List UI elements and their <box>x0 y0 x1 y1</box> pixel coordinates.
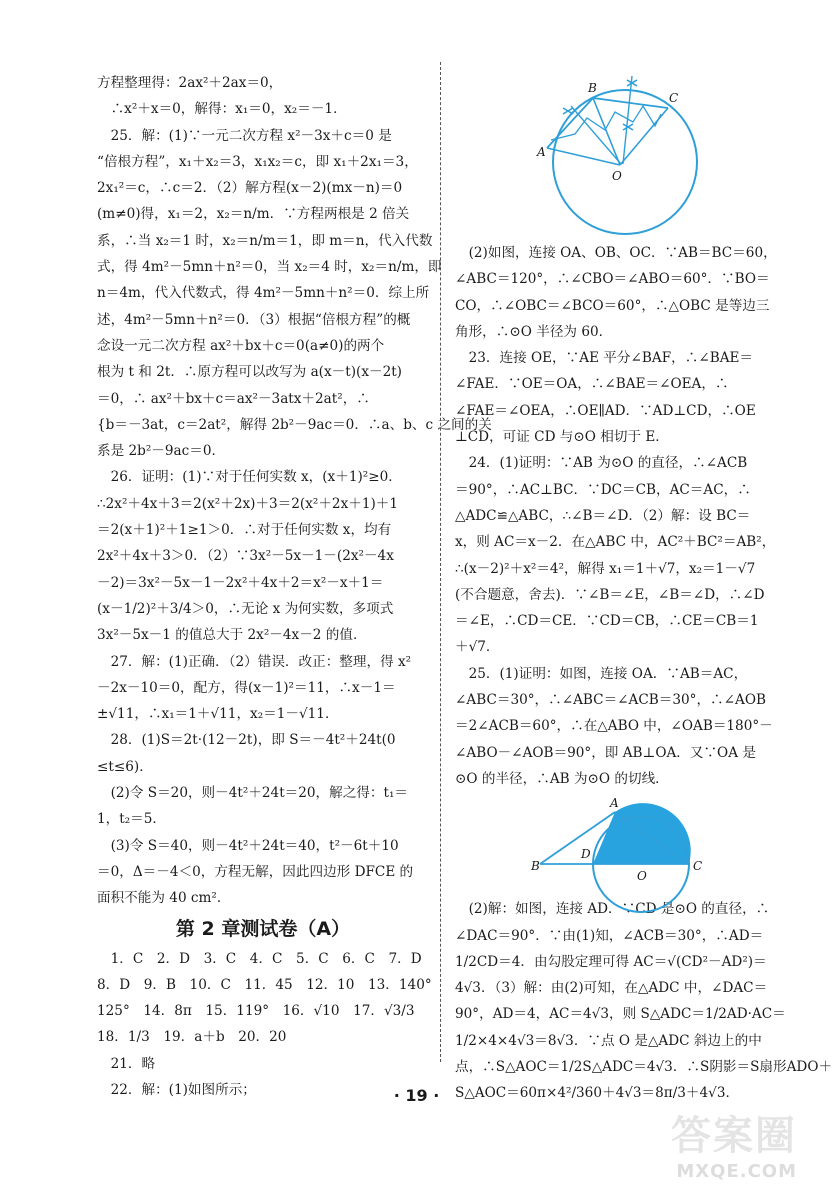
text-line: ∠DAC＝90°．∵由(1)知，∠ACB＝30°，∴AD＝ <box>455 927 764 944</box>
chapter-title: 第 2 章测试卷（A） <box>175 917 351 940</box>
text-line: △ADC≌△ABC，∴∠B＝∠D．（2）解：设 BC＝ <box>455 507 751 524</box>
text-line: “倍根方程”，x₁＋x₂＝3，x₁x₂＝c，即 x₁＋2x₁＝3， <box>97 153 418 170</box>
text-line: ∠ABO－∠AOB＝90°，即 AB⊥OA．又∵OA 是 <box>455 744 756 761</box>
text-line: (x－1/2)²＋3/4＞0，∴无论 x 为何实数，多项式 <box>97 600 394 617</box>
circle-o <box>553 90 697 234</box>
text-line: 25．解：(1)∵一元二次方程 x²－3x＋c＝0 是 <box>97 127 392 144</box>
answer-line: 21．略 <box>97 1055 156 1072</box>
text-line: 式，得 4m²－5mn＋n²＝0，当 x₂＝4 时，x₂＝n/m，即 <box>97 259 442 276</box>
text-line: x，则 AC＝x－2．在△ABC 中，AC²＋BC²＝AB²， <box>455 534 776 551</box>
text-line: CO，∴∠OBC＝∠BCO＝60°，∴△OBC 是等边三 <box>455 297 770 314</box>
text-line: 24．(1)证明：∵AB 为⊙O 的直径，∴∠ACB <box>455 455 748 472</box>
label-a: A <box>537 145 546 159</box>
text-line: 1/2CD＝4．由勾股定理可得 AC＝√(CD²－AD²)＝ <box>455 953 767 970</box>
text-line: (2)令 S＝20，则－4t²＋24t＝20，解之得：t₁＝ <box>97 785 409 802</box>
text-line: 90°，AD＝4，AC＝4√3，则 S△ADC＝1/2AD·AC＝ <box>455 1006 786 1023</box>
arc-mark <box>623 124 633 130</box>
text-line: 26．证明：(1)∵对于任何实数 x，(x＋1)²≥0． <box>97 469 402 486</box>
watermark-url: MXQE.COM <box>676 1161 797 1182</box>
text-line: 面积不能为 40 cm²． <box>97 890 231 907</box>
answer-line: 18．1/3 19．a＋b 20．20 <box>97 1029 287 1046</box>
text-line: ⊥CD，可证 CD 与⊙O 相切于 E． <box>455 429 669 446</box>
figure-tangent-circle <box>455 792 787 896</box>
text-line: ±√11，∴x₁＝1＋√11，x₂＝1－√11． <box>97 706 339 723</box>
text-line: ＝2(x＋1)²＋1≥1＞0．∴对于任何实数 x，均有 <box>97 522 392 539</box>
answer-line: 8．D 9．B 10．C 11．45 12．10 13．140° <box>97 976 432 993</box>
text-line: 23．连接 OE，∵AE 平分∠BAF，∴∠BAE＝ <box>455 350 754 367</box>
left-text-block-b <box>97 946 432 1104</box>
text-line: ∴2x²＋4x＋3＝2(x²＋2x)＋3＝2(x²＋2x＋1)＋1 <box>97 495 399 512</box>
text-line: 方程整理得：2ax²＋2ax＝0， <box>97 75 283 91</box>
text-line: 25．(1)证明：如图，连接 OA．∵AB＝AC， <box>455 665 748 682</box>
label-a2: A <box>610 796 619 811</box>
text-line: 28．(1)S＝2t·(12－2t)，即 S＝－4t²＋24t(0 <box>97 732 396 749</box>
text-line: S△AOC＝60π×4²/360＋4√3＝8π/3＋4√3． <box>455 1085 740 1102</box>
figure-1-svg <box>455 64 787 240</box>
text-line: 27．解：(1)正确．（2）错误．改正：整理，得 x² <box>97 653 412 670</box>
text-line: ∴x²＋x＝0，解得：x₁＝0，x₂＝－1． <box>97 101 347 118</box>
text-line: ∠ABC＝120°，∴∠CBO＝∠ABO＝60°．∵BO＝ <box>455 271 770 288</box>
text-line: ＝0，∴ ax²＋bx＋c＝ax²－3atx＋2at²，∴ <box>97 390 370 407</box>
text-line: 点，∴S△AOC＝1/2S△ADC＝4√3．∴S阴影＝S扇形ADO＋ <box>455 1059 833 1076</box>
answer-line: 22．解：(1)如图所示； <box>97 1081 256 1098</box>
text-line: ∠ABC＝30°，∴∠ABC＝∠ACB＝30°，∴∠AOB <box>455 692 766 709</box>
page-number: · 19 · <box>393 1086 440 1105</box>
text-line: (3)令 S＝40，则－4t²＋24t＝40，t²－6t＋10 <box>97 837 399 854</box>
arc-mark <box>563 108 573 114</box>
text-line: 2x²＋4x＋3＞0．（2）∵3x²－5x－1－(2x²－4x <box>97 548 394 565</box>
text-line: ＝0，Δ＝－4＜0，方程无解，因此四边形 DFCE 的 <box>97 863 414 880</box>
left-text-block-a <box>97 70 492 912</box>
text-line: 4√3．（3）解：由(2)可知，在△ADC 中，∠DAC＝ <box>455 980 768 997</box>
text-line: 1，t₂＝5． <box>97 811 166 828</box>
text-line: ∠FAE＝∠OEA，∴OE∥AD．∵AD⊥CD，∴OE <box>455 402 756 419</box>
text-line: ∴(x－2)²＋x²＝4²，解得 x₁＝1＋√7，x₂＝1－√7 <box>455 560 756 577</box>
text-line: (不合题意，舍去)．∵∠B＝∠E，∠B＝∠D，∴∠D <box>455 586 765 603</box>
watermark-logo-text: 答案圈 <box>671 1113 797 1159</box>
label-b: B <box>588 81 597 95</box>
label-o: O <box>612 169 622 183</box>
text-line: ＝∠E，∴CD＝CE．∵CD＝CB，∴CE＝CB＝1 <box>455 613 759 630</box>
text-line: ⊙O 的半径，∴AB 为⊙O 的切线． <box>455 770 669 787</box>
segment-bo <box>593 98 620 165</box>
label-b2: B <box>531 859 540 874</box>
text-line: ＋√7． <box>455 639 500 656</box>
text-line: 述，4m²－5mn＋n²＝0．（3）根据“倍根方程”的概 <box>97 311 411 328</box>
text-line: 2x₁²＝c，∴c＝2．（2）解方程(x－2)(mx－n)＝0 <box>97 180 403 197</box>
label-o2: O <box>637 869 647 884</box>
text-line: (m≠0)得，x₁＝2，x₂＝n/m．∵方程两根是 2 倍关 <box>97 206 410 223</box>
right-text-block-b <box>455 896 833 1106</box>
label-c: C <box>669 91 679 105</box>
label-c2: C <box>693 859 703 874</box>
answer-line: 125° 14．8π 15．119° 16．√10 17．√3/3 <box>97 1003 415 1020</box>
text-line: (2)如图，连接 OA、OB、OC．∵AB＝BC＝60， <box>455 245 777 261</box>
left-column <box>97 70 492 1103</box>
text-line: 系是 2b²－9ac＝0． <box>97 443 226 460</box>
text-line: 系，∴当 x₂＝1 时，x₂＝n/m＝1，即 m＝n，代入代数 <box>97 232 433 249</box>
right-text-block-a <box>455 240 787 792</box>
text-line: ＝90°，∴AC⊥BC．∵DC＝CB，AC＝AC，∴ <box>455 481 751 498</box>
text-line: －2x－10＝0，配方，得(x－1)²＝11，∴x－1＝ <box>97 679 396 696</box>
label-d2: D <box>581 847 591 862</box>
text-line: (2)解：如图，连接 AD．∵CD 是⊙O 的直径，∴ <box>455 901 770 918</box>
text-line: 根为 t 和 2t．∴原方程可以改写为 a(x－t)(x－2t) <box>97 364 402 381</box>
figure-2-svg <box>455 792 787 896</box>
text-line: ＝2∠ACB＝60°，∴在△ABO 中，∠OAB＝180°－ <box>455 718 773 735</box>
text-line: n＝4m，代入代数式，得 4m²－5mn＋n²＝0．综上所 <box>97 285 430 302</box>
text-line: 1/2×4×4√3＝8√3．∵点 O 是△ADC 斜边上的中 <box>455 1032 762 1049</box>
text-line: －2)＝3x²－5x－1－2x²＋4x＋2＝x²－x＋1＝ <box>97 574 384 591</box>
text-line: {b＝－3at，c＝2at²，解得 2b²－9ac＝0．∴a、b、c 之间的关 <box>97 416 492 433</box>
text-line: ≤t≤6)． <box>97 758 153 775</box>
right-column <box>455 64 833 1107</box>
text-line: ∠FAE．∵OE＝OA，∴∠BAE＝∠OEA，∴ <box>455 376 729 393</box>
answer-line: 1．C 2．D 3．C 4．C 5．C 6．C 7．D <box>97 950 422 967</box>
watermark <box>671 1104 797 1182</box>
column-divider <box>440 62 442 1062</box>
text-line: 3x²－5x－1 的值总大于 2x²－4x－2 的值． <box>97 627 367 644</box>
text-line: 角形，∴⊙O 半径为 60． <box>455 323 613 340</box>
figure-circle-construction <box>455 64 787 240</box>
text-line: 念设一元二次方程 ax²＋bx＋c＝0(a≠0)的两个 <box>97 337 385 354</box>
